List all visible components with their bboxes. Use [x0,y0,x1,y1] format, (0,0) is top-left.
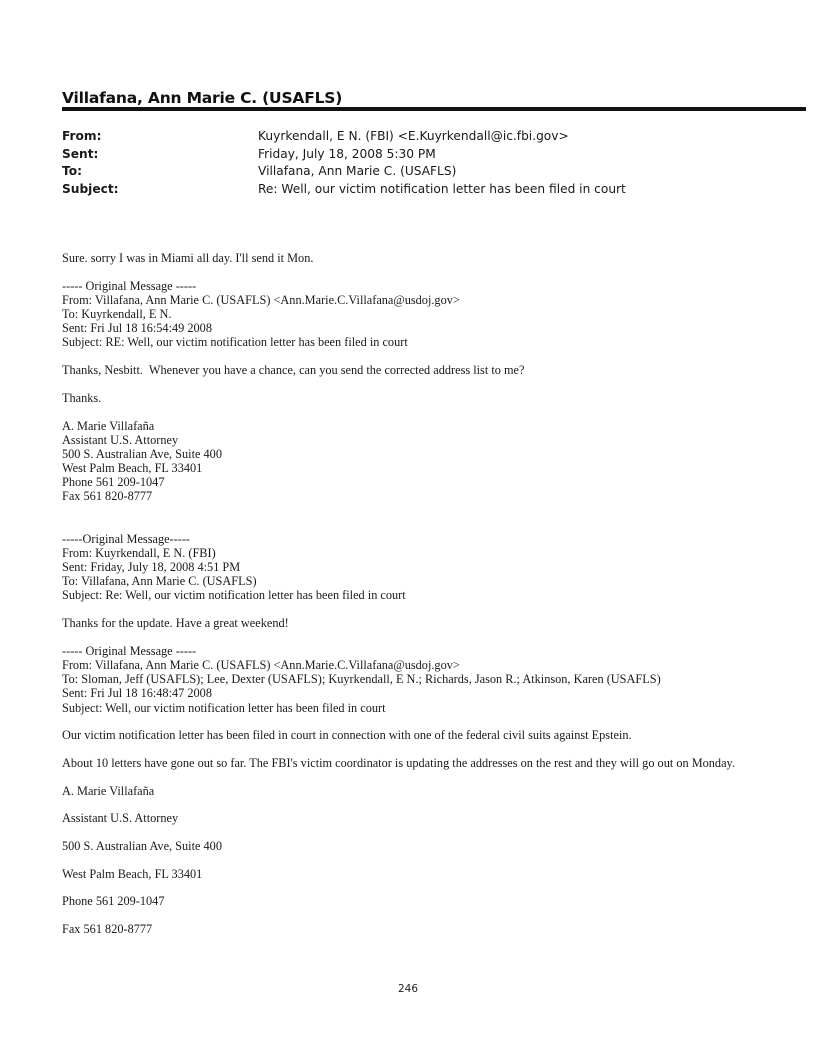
document-title: Villafana, Ann Marie C. (USAFLS) [62,89,343,107]
quote2-from: From: Kuyrkendall, E N. (FBI) [62,545,216,560]
page-number: 246 [397,983,419,995]
quote3-from: From: Villafana, Ann Marie C. (USAFLS) <Ann.Marie.C.Villafana@usdoj.gov> [62,657,460,672]
from-value: Kuyrkendall, E N. (FBI) <E.Kuyrkendall@ic.fbi.gov> [258,129,569,143]
quote3-sig-address: 500 S. Australian Ave, Suite 400 [62,838,222,853]
email-body [62,251,782,936]
quote1-to: To: Kuyrkendall, E N. [62,307,172,322]
quote2-marker: -----Original Message----- [62,531,191,546]
quote1-body: Thanks, Nesbitt. Whenever you have a chance, can you send the corrected address list to me? [62,363,525,378]
quote1-sent: Sent: Fri Jul 18 16:54:49 2008 [62,321,212,336]
quote3-para2: About 10 letters have gone out so far. The FBI's victim coordinator is updating the addresses on the rest and they will go out on Monday. [62,755,735,770]
to-label: To: [62,164,82,178]
header-from-row [62,128,802,146]
quote3-sig-name: A. Marie Villafaña [62,783,155,798]
sent-label: Sent: [62,146,99,161]
header-to-row [62,163,802,181]
quote1-sig-name: A. Marie Villafaña [62,418,155,433]
from-label: From: [62,129,102,143]
sent-value: Friday, July 18, 2008 5:30 PM [258,146,436,161]
quote2-subject: Subject: Re: Well, our victim notification letter has been filed in court [62,588,406,603]
quote1-subject: Subject: RE: Well, our victim notification letter has been filed in court [62,335,408,350]
quote3-subject: Subject: Well, our victim notification letter has been filed in court [62,700,386,715]
quote1-sig-title: Assistant U.S. Attorney [62,432,179,447]
quote3-sig-title: Assistant U.S. Attorney [62,811,179,826]
quote1-sig-fax: Fax 561 820-8777 [62,489,153,504]
subject-value: Re: Well, our victim notification letter has been filed in court [258,181,626,196]
title-divider [62,107,806,111]
quote3-sig-phone: Phone 561 209-1047 [62,894,165,909]
quote2-sent: Sent: Friday, July 18, 2008 4:51 PM [62,560,241,574]
quote3-sig-fax: Fax 561 820-8777 [62,922,153,937]
quote3-para1: Our victim notification letter has been filed in court in connection with one of the federal civil suits against Epstein. [62,728,632,743]
quote3-to: To: Sloman, Jeff (USAFLS); Lee, Dexter (USAFLS); Kuyrkendall, E N.; Richards, Jason R.; Atkinson, Karen (USAFLS) [62,672,661,687]
quote2-body: Thanks for the update. Have a great weekend! [62,616,289,631]
reply-text: Sure. sorry I was in Miami all day. I'll send it Mon. [62,251,314,265]
quote3-sig-city: West Palm Beach, FL 33401 [62,866,203,881]
quote1-marker: ----- Original Message ----- [62,278,197,293]
subject-label: Subject: [62,181,119,196]
quote1-from: From: Villafana, Ann Marie C. (USAFLS) <Ann.Marie.C.Villafana@usdoj.gov> [62,292,460,307]
header-subject-row [62,181,802,199]
quote1-sig-phone: Phone 561 209-1047 [62,475,165,490]
quote1-thanks: Thanks. [62,390,102,405]
to-value: Villafana, Ann Marie C. (USAFLS) [258,164,457,178]
header-sent-row [62,146,802,164]
quote3-marker: ----- Original Message ----- [62,643,197,658]
quote3-sent: Sent: Fri Jul 18 16:48:47 2008 [62,686,212,701]
quote1-sig-address: 500 S. Australian Ave, Suite 400 [62,446,222,461]
quote2-to: To: Villafana, Ann Marie C. (USAFLS) [62,574,257,589]
quote1-sig-city: West Palm Beach, FL 33401 [62,461,203,476]
email-header [62,128,802,198]
